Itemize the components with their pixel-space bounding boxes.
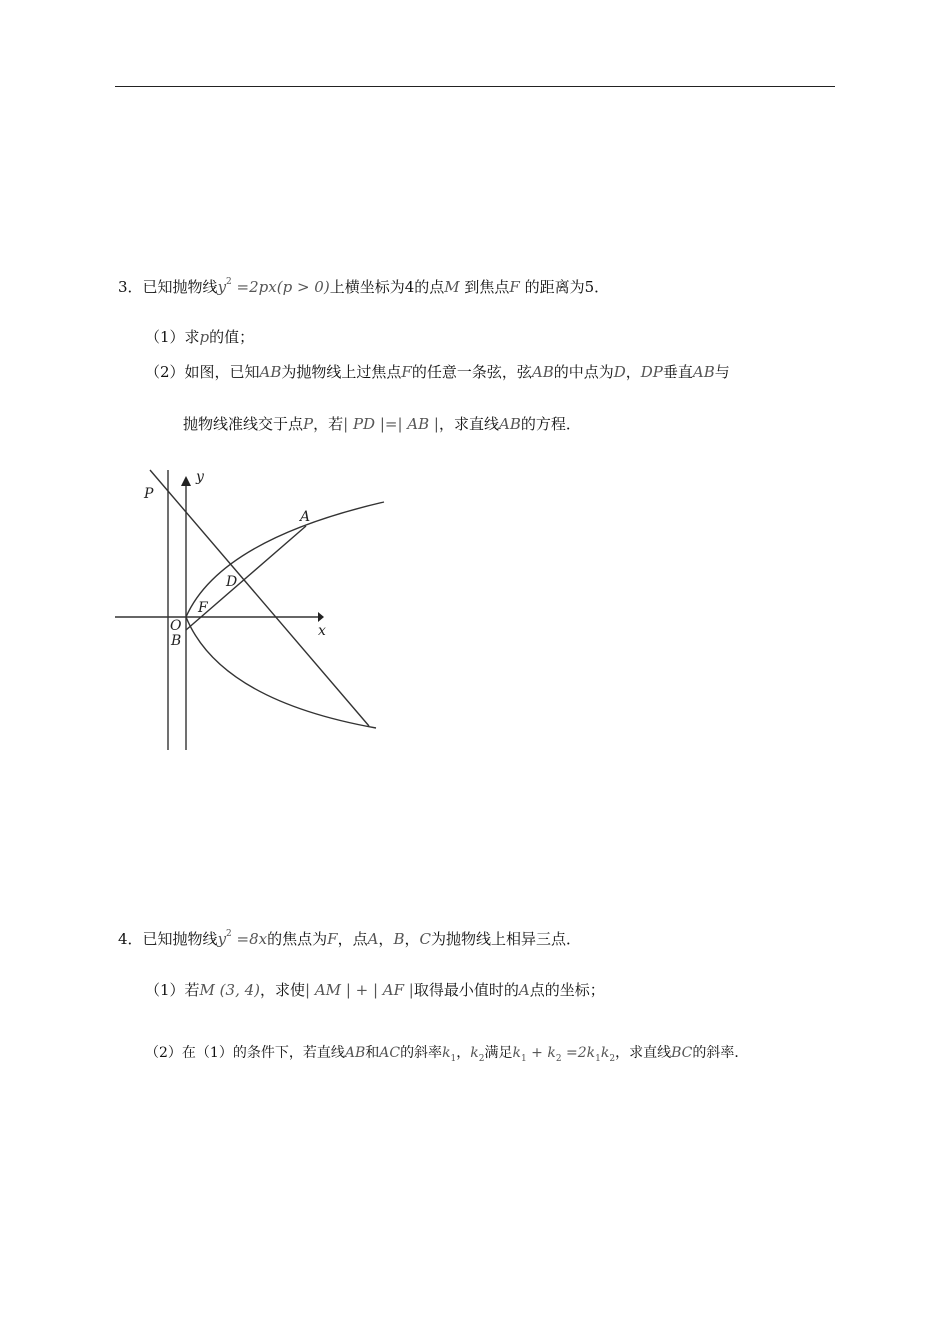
q4-eq-y: y (217, 930, 227, 948)
q3-p2-t5: 垂直 (662, 363, 693, 381)
q3-p2-label: （2）如图，已知 (145, 363, 260, 381)
q4-p2-AC: AC (379, 1045, 401, 1061)
q4-p2-eq-plus: + k (526, 1045, 556, 1061)
q3-stem-b: 上横坐标为4的点 (329, 278, 445, 296)
q3-M: M (444, 278, 460, 296)
q3-p2-DP: DP (640, 363, 663, 381)
label-D: D (226, 574, 238, 590)
q3-p2b-t4: 的方程． (520, 415, 581, 433)
q3-stem (118, 272, 609, 297)
q4-p2-k1sub: 1 (450, 1054, 457, 1064)
q4-p2-k2sub: 2 (478, 1054, 485, 1064)
q4-p1-t2: 取得最小值时的 (413, 981, 519, 999)
q4-p1-t3: 点的坐标； (529, 981, 605, 999)
q4-stem-d: 为抛物线上相异三点． (430, 930, 581, 948)
q3-p2-AB3: AB (692, 363, 715, 381)
label-P: P (144, 486, 154, 502)
q3-p2b-t1: 抛物线准线交于点 (183, 415, 304, 433)
q3-p2-t6: 与 (714, 363, 730, 381)
q4-part2 (145, 1043, 748, 1069)
q3-p2-t1: 为抛物线上过焦点 (281, 363, 402, 381)
parabola-curve (186, 502, 384, 728)
q4-B: B (393, 930, 405, 948)
q3-p2b-t2: ，若 (313, 415, 344, 433)
q4-stem-a: 已知抛物线 (142, 930, 218, 948)
q3-F: F (509, 278, 520, 296)
q4-A: A (367, 930, 379, 948)
q3-p1-var: p (199, 328, 210, 346)
q3-stem-d: 的距离为5． (519, 278, 610, 296)
header-rule (115, 86, 835, 87)
q4-p2-eq-k1sub: 1 (520, 1054, 527, 1064)
q3-eq-rest: =2px(p > 0) (231, 278, 330, 296)
label-y: y (196, 469, 204, 485)
q3-p2-t2: 的任意一条弦，弦 (411, 363, 532, 381)
q3-p2b-abs: | PD |=| AB | (343, 415, 439, 433)
q4-p2-t2: 的斜率 (400, 1045, 443, 1061)
q4-p2-label: （2）在（1）的条件下，若直线 (145, 1045, 345, 1061)
line-DP (150, 470, 369, 726)
q4-p2-k1: k (442, 1045, 451, 1061)
q3-p2-F: F (401, 363, 412, 381)
x-axis-arrow-icon (318, 612, 324, 622)
q4-p2-eq-k2sub: 2 (555, 1054, 562, 1064)
q4-p2-eq-r2sub: 2 (609, 1054, 616, 1064)
q3-stem-a: 已知抛物线 (142, 278, 218, 296)
q3-part2 (145, 362, 730, 382)
q4-stem-c: ，点 (337, 930, 368, 948)
q4-p1-t1: ，求使 (260, 981, 306, 999)
q3-p2b-P: P (303, 415, 314, 433)
q4-eq-exp: 2 (226, 929, 232, 939)
parabola-figure (110, 462, 390, 754)
q3-p1-text: 的值； (209, 328, 255, 346)
q3-stem-c: 到焦点 (459, 278, 510, 296)
q4-sep1: ， (378, 930, 394, 948)
q4-part1 (145, 980, 605, 1000)
q4-p2-k2: k (470, 1045, 479, 1061)
q4-sep2: ， (404, 930, 420, 948)
q4-p2-eq-k1: k (512, 1045, 521, 1061)
q3-p2-AB1: AB (259, 363, 282, 381)
q4-p2-AB: AB (344, 1045, 366, 1061)
label-B: B (171, 633, 182, 649)
q4-C: C (419, 930, 431, 948)
q4-stem-b: 的焦点为 (267, 930, 328, 948)
q4-p2-eq-rhs: =2k (561, 1045, 596, 1061)
q3-p2b-AB: AB (498, 415, 521, 433)
label-O: O (170, 618, 182, 634)
q4-eq-rest: =8x (231, 930, 268, 948)
q4-p1-A: A (518, 981, 530, 999)
q4-stem (118, 924, 581, 949)
q4-p1-expr: | AM | + | AF | (305, 981, 414, 999)
q4-p2-t6: 的斜率． (692, 1045, 749, 1061)
q3-number: 3． (118, 278, 143, 296)
q3-eq-exp: 2 (226, 277, 232, 287)
q3-p2-t4: ， (625, 363, 641, 381)
q4-p1-M: M (3, 4) (199, 981, 261, 999)
q4-p2-t3: ， (456, 1045, 471, 1061)
q4-p2-eq-rk2: k (600, 1045, 610, 1061)
q4-F: F (327, 930, 338, 948)
q4-p2-t5: ，求直线 (615, 1045, 672, 1061)
q3-p2b-t3: ，求直线 (438, 415, 499, 433)
q3-p2-t3: 的中点为 (553, 363, 614, 381)
q3-p2-D: D (613, 363, 626, 381)
q3-part2-cont (183, 414, 581, 434)
q3-p1-label: （1）求 (145, 328, 200, 346)
q4-p1-label: （1）若 (145, 981, 200, 999)
label-F: F (198, 600, 208, 616)
q3-part1 (145, 327, 254, 347)
q4-number: 4． (118, 930, 143, 948)
y-axis-arrow-icon (181, 476, 191, 486)
q3-p2-AB2: AB (531, 363, 554, 381)
q4-p2-eq-r1sub: 1 (595, 1054, 601, 1064)
q4-p2-BC: BC (671, 1045, 693, 1061)
q3-eq-y: y (217, 278, 227, 296)
label-A: A (300, 509, 311, 525)
q4-p2-t4: 满足 (484, 1045, 513, 1061)
q4-p2-t1: 和 (365, 1045, 380, 1061)
label-x: x (318, 623, 326, 639)
